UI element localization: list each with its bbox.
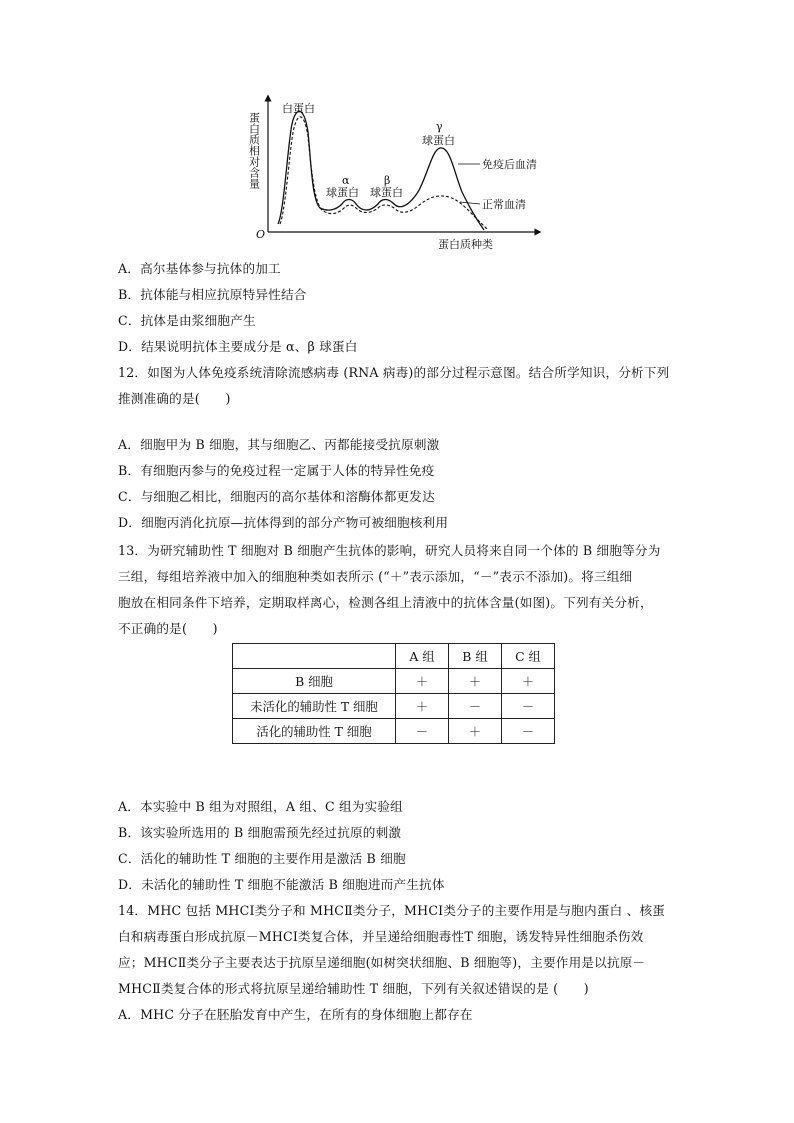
table-cell: 未活化的辅助性 T 细胞	[233, 694, 396, 719]
q13-option-a: A．本实验中 B 组为对照组，A 组、C 组为实验组	[118, 799, 403, 814]
table-header-cell: B 组	[449, 644, 502, 669]
q12-option-c: C．与细胞乙相比，细胞丙的高尔基体和溶酶体都更发达	[118, 489, 435, 504]
table-cell: －	[502, 719, 555, 744]
q11-option-b: B．抗体能与相应抗原特异性结合	[118, 287, 307, 302]
table-cell: B 细胞	[233, 669, 396, 694]
q14-stem-line-1: 14．MHC 包括 MHCⅠ类分子和 MHCⅡ类分子，MHCⅠ类分子的主要作用是与胞内蛋白 、核蛋	[118, 903, 666, 918]
table-cell: ＋	[396, 669, 449, 694]
q14-stem-line-4: MHCⅡ类复合体的形式将抗原呈递给辅助性 T 细胞，下列有关叙述错误的是 ( )	[118, 981, 589, 996]
q12-stem-line-1: 12．如图为人体免疫系统清除流感病毒 (RNA 病毒)的部分过程示意图。结合所学知识，分析下列	[118, 365, 670, 380]
q13-option-b: B．该实验所选用的 B 细胞需预先经过抗原的刺激	[118, 825, 402, 840]
table-cell: ＋	[502, 669, 555, 694]
table-cell: －	[449, 694, 502, 719]
legend-normal-serum: 正常血清	[482, 198, 526, 211]
q12-option-d: D．细胞丙消化抗原—抗体得到的部分产物可被细胞核利用	[118, 515, 449, 530]
q13-option-d: D．未活化的辅助性 T 细胞不能激活 B 细胞进而产生抗体	[118, 877, 445, 892]
legend-immunized-serum: 免疫后血清	[482, 158, 537, 171]
q12-option-a: A．细胞甲为 B 细胞，其与细胞乙、丙都能接受抗原刺激	[118, 437, 440, 452]
table-row	[233, 719, 555, 744]
q12-option-b: B．有细胞丙参与的免疫过程一定属于人体的特异性免疫	[118, 463, 435, 478]
y-axis-label: 蛋白质相对含量	[248, 112, 261, 189]
q11-option-a: A．高尔基体参与抗体的加工	[118, 261, 281, 276]
protein-curve-chart	[248, 92, 548, 252]
table-header-row	[233, 644, 555, 669]
peak-beta-label: 球蛋白	[370, 186, 403, 199]
q11-option-c: C．抗体是由浆细胞产生	[118, 313, 256, 328]
table-header-cell: C 组	[502, 644, 555, 669]
q13-stem-line-3: 胞放在相同条件下培养，定期取样离心，检测各组上清液中的抗体含量(如图)。下列有关分析，	[118, 595, 653, 610]
protein-figure	[248, 92, 548, 252]
peak-beta-symbol: β	[384, 174, 391, 187]
table-header-cell	[233, 644, 396, 669]
leader-normal	[460, 202, 480, 204]
x-axis-label: 蛋白质种类	[438, 238, 493, 251]
table-header-cell: A 组	[396, 644, 449, 669]
table-cell: 活化的辅助性 T 细胞	[233, 719, 396, 744]
peak-gamma-symbol: γ	[436, 120, 443, 133]
table-cell: ＋	[449, 719, 502, 744]
q14-stem-line-2: 白和病毒蛋白形成抗原－MHCⅠ类复合体，并呈递给细胞毒性T 细胞，诱发特异性细胞杀伤效	[118, 929, 644, 944]
peak-alpha-label: 球蛋白	[326, 186, 359, 199]
table-cell: －	[396, 719, 449, 744]
q13-stem-line-1: 13．为研究辅助性 T 细胞对 B 细胞产生抗体的影响，研究人员将来自同一个体的 B 细胞等分为	[118, 543, 661, 558]
peak-alpha-symbol: α	[342, 174, 350, 187]
q12-stem-line-2: 推测准确的是( )	[118, 391, 231, 406]
table-row	[233, 669, 555, 694]
q13-stem-line-2: 三组，每组培养液中加入的细胞种类如表所示 (“＋”表示添加，“－”表示不添加)。将三组细	[118, 569, 633, 584]
table-row	[233, 694, 555, 719]
q13-stem-line-4: 不正确的是( )	[118, 621, 218, 636]
curve-immunized-serum	[278, 111, 484, 230]
q13-group-table	[232, 643, 555, 744]
peak-gamma-label: 球蛋白	[422, 134, 455, 147]
peak-albumin-label: 白蛋白	[282, 102, 315, 115]
table-cell: ＋	[396, 694, 449, 719]
origin-label: O	[256, 228, 266, 241]
q14-stem-line-3: 应；MHCⅡ类分子主要表达于抗原呈递细胞(如树突状细胞、B 细胞等)，主要作用是以抗原－	[118, 955, 646, 970]
table-cell: ＋	[449, 669, 502, 694]
q13-option-c: C．活化的辅助性 T 细胞的主要作用是激活 B 细胞	[118, 851, 406, 866]
q14-option-a: A．MHC 分子在胚胎发育中产生，在所有的身体细胞上都存在	[118, 1007, 473, 1022]
q11-option-d: D．结果说明抗体主要成分是 α、β 球蛋白	[118, 339, 358, 354]
table-cell: －	[502, 694, 555, 719]
